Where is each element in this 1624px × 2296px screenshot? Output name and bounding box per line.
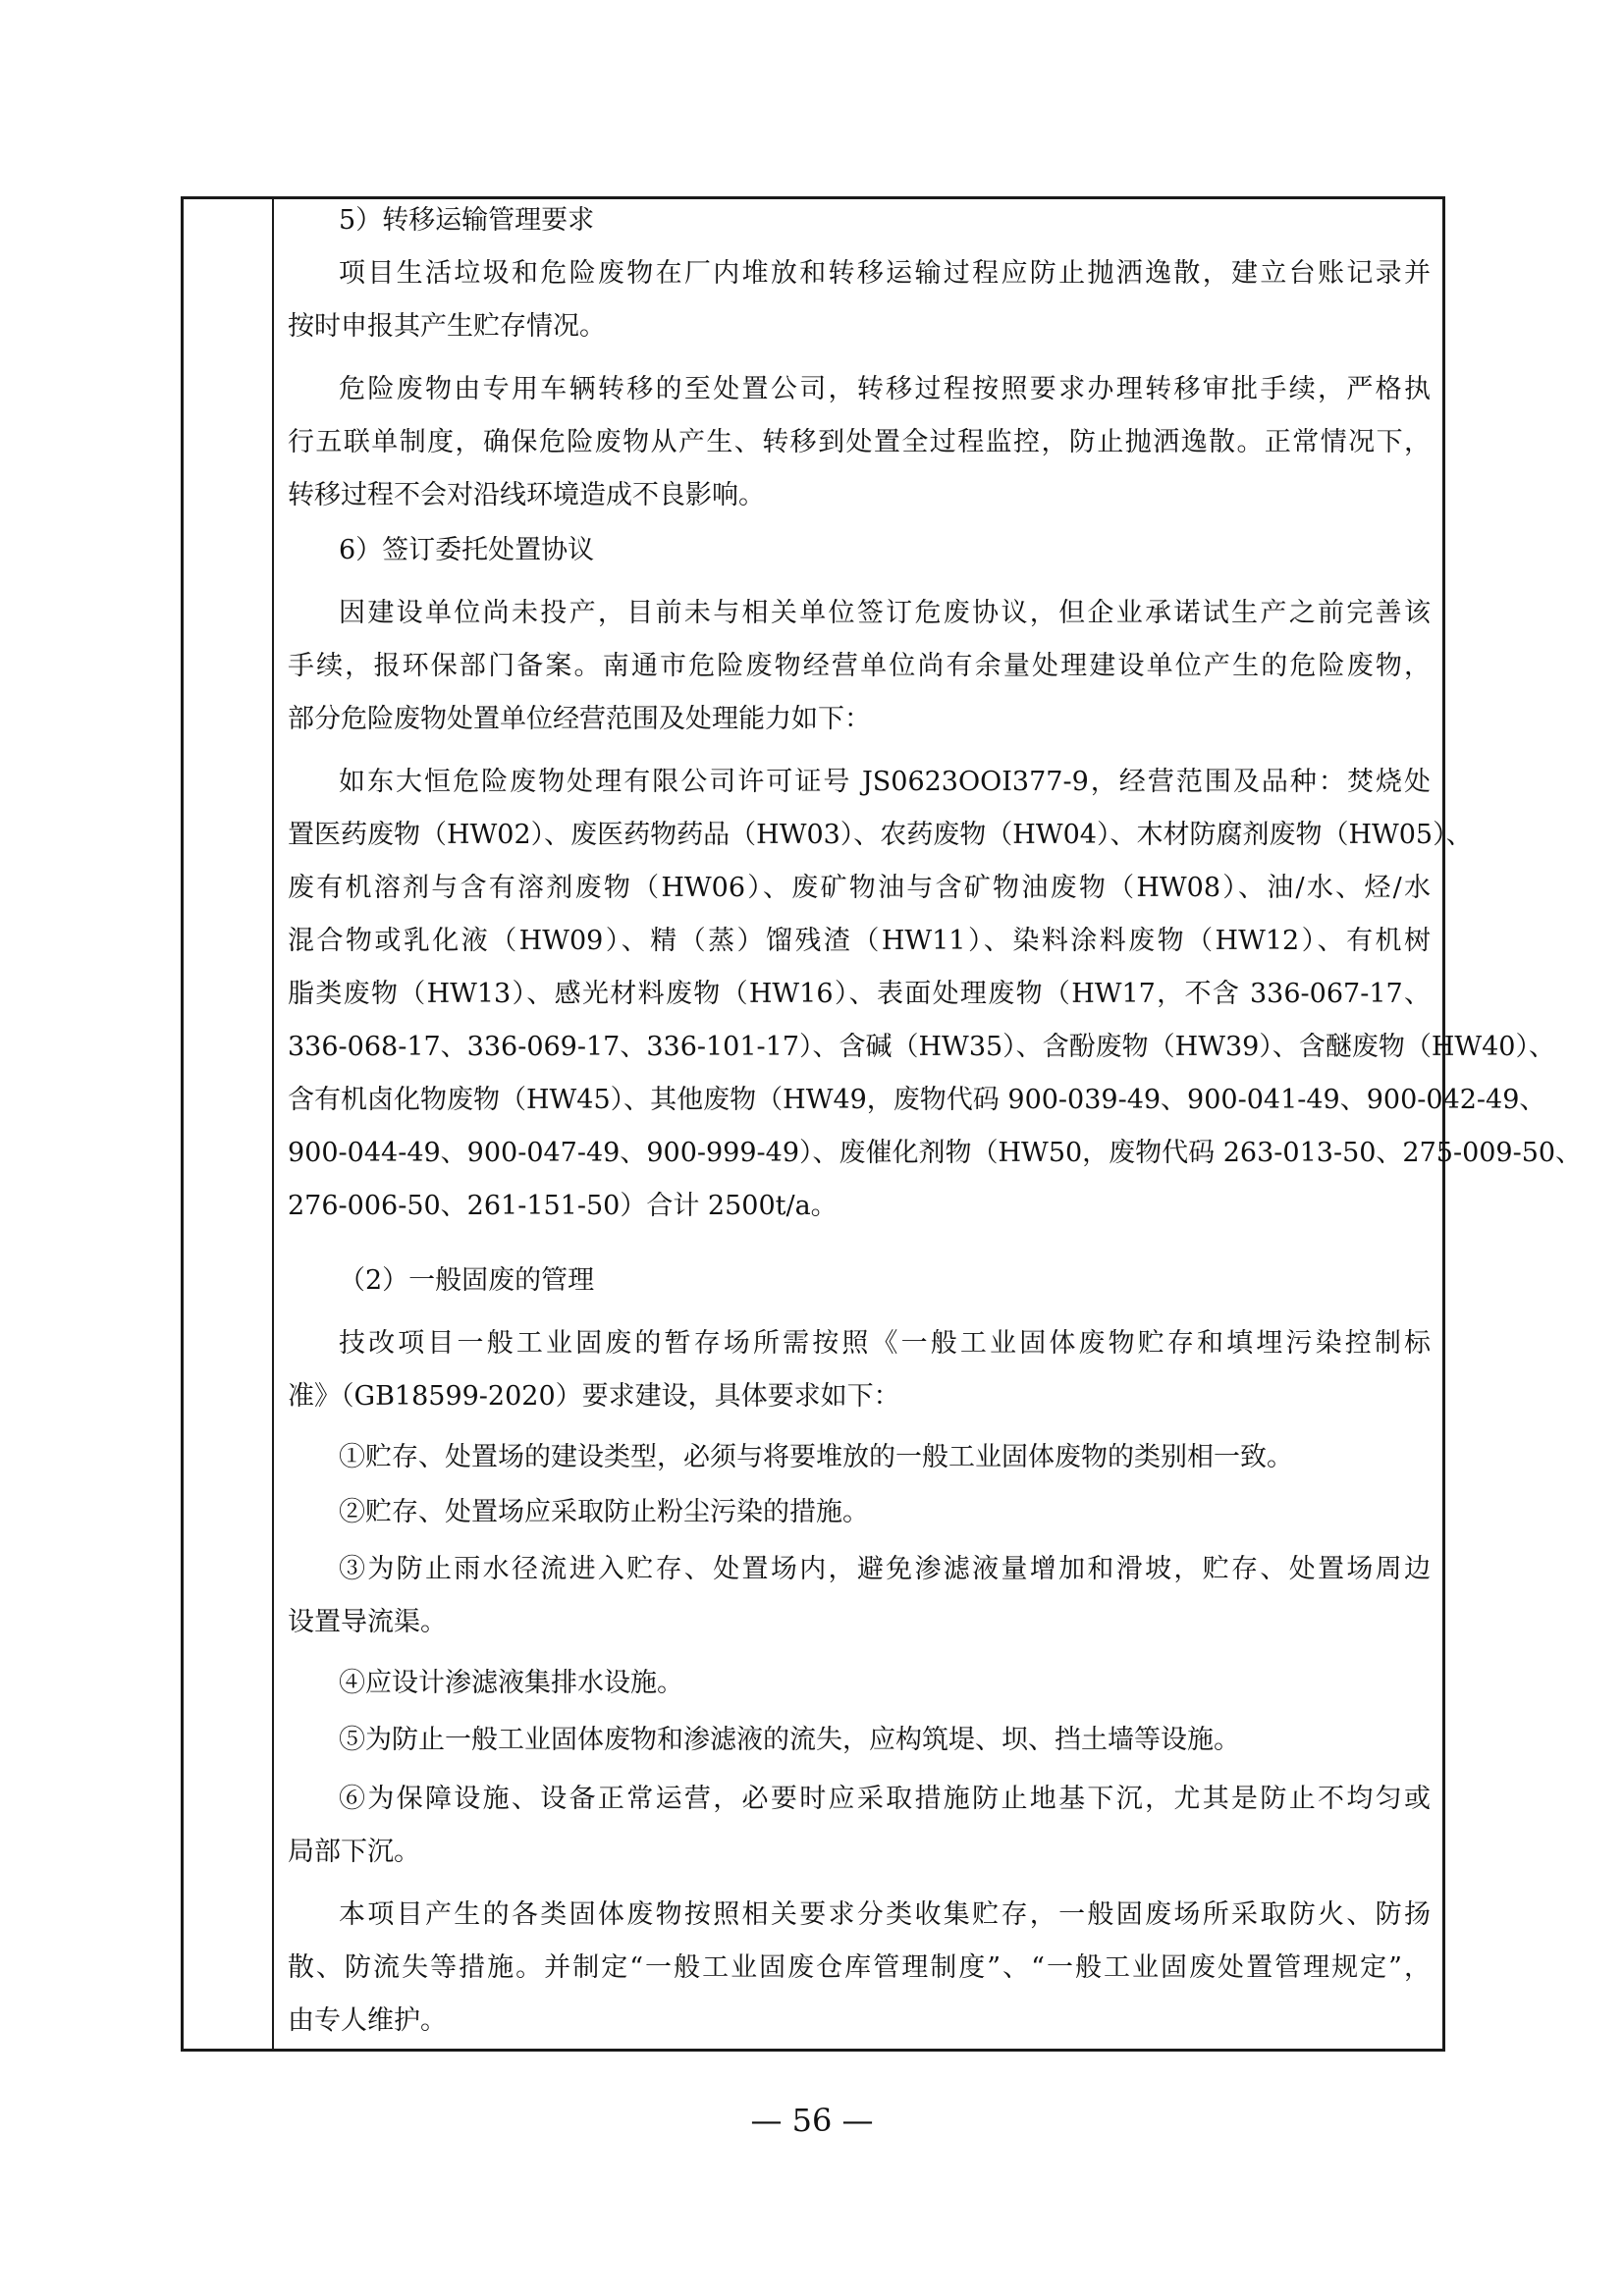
text-line: 脂类废物（HW13）、感光材料废物（HW16）、表面处理废物（HW17，不含 336-067-17、 (288, 979, 1431, 1009)
text-line: 危险废物由专用车辆转移的至处置公司，转移过程按照要求办理转移审批手续，严格执 (339, 374, 1431, 404)
text-line: 行五联单制度，确保危险废物从产生、转移到处置全过程监控，防止抛洒逸散。正常情况下， (288, 427, 1431, 457)
text-line: 由专人维护。 (288, 2005, 447, 2036)
page-number: — 56 — (750, 2102, 874, 2139)
text-line: 276-006-50、261-151-50）合计 2500t/a。 (288, 1191, 838, 1221)
text-line: 含有机卤化物废物（HW45）、其他废物（HW49，废物代码 900-039-49、900-041-49、900-042-49、 (288, 1085, 1546, 1115)
text-line: 项目生活垃圾和危险废物在厂内堆放和转移运输过程应防止抛洒逸散，建立台账记录并 (339, 258, 1431, 289)
list-item: ⑥为保障设施、设备正常运营，必要时应采取措施防止地基下沉，尤其是防止不均匀或 (339, 1784, 1431, 1814)
text-line: 准》（GB18599-2020）要求建设，具体要求如下： (288, 1381, 900, 1412)
text-line: 手续，报环保部门备案。南通市危险废物经营单位尚有余量处理建设单位产生的危险废物， (288, 651, 1431, 681)
text-line: 336-068-17、336-069-17、336-101-17）、含碱（HW35）、含酚废物（HW39）、含醚废物（HW40）、 (288, 1032, 1555, 1062)
text-line: 如东大恒危险废物处理有限公司许可证号 JS0623OOI377-9，经营范围及品种：焚烧处 (339, 767, 1431, 797)
subheading-transfer-transport: 5）转移运输管理要求 (339, 205, 595, 236)
text-line: 废有机溶剂与含有溶剂废物（HW06）、废矿物油与含矿物油废物（HW08）、油/水、烃/水 (288, 873, 1431, 903)
list-item: ④应设计渗滤液集排水设施。 (339, 1668, 683, 1698)
text-line: 部分危险废物处置单位经营范围及处理能力如下： (288, 704, 871, 734)
report-table-frame (181, 196, 1583, 2052)
text-line: 转移过程不会对沿线环境造成不良影响。 (288, 480, 765, 510)
text-line: 因建设单位尚未投产，目前未与相关单位签订危废协议，但企业承诺试生产之前完善该 (339, 598, 1431, 628)
text-line: 900-044-49、900-047-49、900-999-49）、废催化剂物（HW50，废物代码 263-013-50、275-009-50、 (288, 1138, 1583, 1168)
list-item: ①贮存、处置场的建设类型，必须与将要堆放的一般工业固体废物的类别相一致。 (339, 1442, 1293, 1472)
subheading-disposal-agreement: 6）签订委托处置协议 (339, 535, 595, 565)
table-content-cell (288, 199, 1583, 2049)
list-item: ②贮存、处置场应采取防止粉尘污染的措施。 (339, 1497, 869, 1527)
text-line: 局部下沉。 (288, 1837, 420, 1867)
text-line: 设置导流渠。 (288, 1607, 447, 1637)
text-line: 按时申报其产生贮存情况。 (288, 311, 606, 342)
text-line: 本项目产生的各类固体废物按照相关要求分类收集贮存，一般固废场所采取防火、防扬 (339, 1899, 1431, 1930)
text-line: 混合物或乳化液（HW09）、精（蒸）馏残渣（HW11）、染料涂料废物（HW12）、有机树 (288, 926, 1431, 956)
text-line: 置医药废物（HW02）、废医药物药品（HW03）、农药废物（HW04）、木材防腐剂废物（HW05）、 (288, 820, 1473, 850)
column-divider (272, 199, 274, 2049)
text-line: 散、防流失等措施。并制定“一般工业固废仓库管理制度”、“一般工业固废处置管理规定”， (288, 1952, 1431, 1983)
list-item: ③为防止雨水径流进入贮存、处置场内，避免渗滤液量增加和滑坡，贮存、处置场周边 (339, 1554, 1431, 1584)
text-line: 技改项目一般工业固废的暂存场所需按照《一般工业固体废物贮存和填埋污染控制标 (339, 1328, 1431, 1359)
list-item: ⑤为防止一般工业固体废物和渗滤液的流失，应构筑堤、坝、挡土墙等设施。 (339, 1725, 1240, 1755)
subheading-general-solid-waste: （2）一般固废的管理 (339, 1265, 595, 1296)
